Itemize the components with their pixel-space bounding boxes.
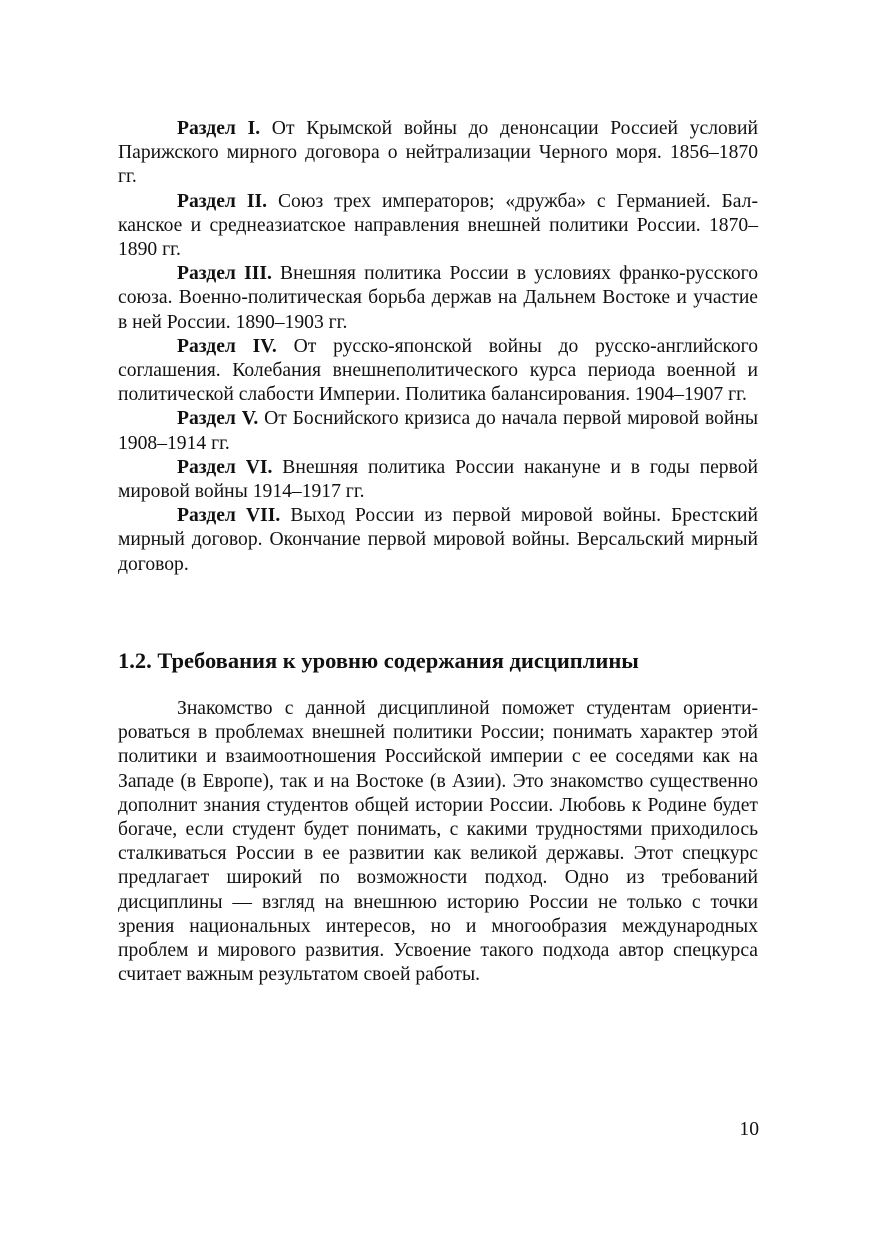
section-4-paragraph [118,335,758,408]
section-4-text: От русско-японской войны до русско-английского соглашения. Колебания внешнеполитического курса периода военной и политической слабости Империи. Политика балансирования. 1904–1907 гг. [118,335,758,406]
section-4-label: Раздел IV. [177,335,277,357]
section-6-paragraph [118,456,758,504]
section-7-text: Выход России из первой мировой войны. Брестский мирный договор. Окончание первой мировой войны. Версальский мирный договор. [118,505,759,575]
page-number: 10 [739,1119,759,1140]
section-2-label: Раздел II. [177,190,267,212]
section-heading: 1.2. Требования к уровню содержания дисциплины [118,648,639,673]
syllabus-section-list [118,117,758,577]
section-2-text: Союз трех императоров; «дружба» с Германией. Балканское и среднеазиатское направления внешней политики России. 1870–1890 гг. [118,190,758,261]
section-7-label: Раздел VII. [177,505,281,527]
section-3-label: Раздел III. [177,263,272,285]
section-1-paragraph [118,117,758,190]
section-2-paragraph [118,190,758,263]
section-3-paragraph [118,262,758,335]
section-3-text: Внешняя политика России в условиях франко-русского союза. Военно-политическая борьба держав на Дальнем Востоке и участие в ней России. 1890–1903 гг. [118,263,758,333]
section-6-label: Раздел VI. [177,456,273,478]
section-7-paragraph [118,504,758,577]
requirements-paragraph: Знакомство с данной дисциплиной поможет студентам ориентироваться в проблемах внешней политики России; понимать характер этой политики и взаимоотношения Российской империи с ее соседями как на Западе (в Европе), так и на Востоке (в Азии). Это знакомство существенно дополнит знания студентов общей истории России. Любовь к Родине будет богаче, если студент будет понимать, с какими трудностями приходилось сталкиваться России в ее развитии как великой державы. Этот спецкурс предлагает широкий по возможности подход. Одно из требований дисциплины — взгляд на внешнюю историю России не только с точки зрения национальных интересов, но и многообразия международных проблем и мирового развития. Усвоение такого подхода автор спецкурса считает важным результатом своей работы. [118,698,758,986]
section-5-paragraph [118,407,758,455]
section-1-label: Раздел I. [177,118,261,139]
section-5-label: Раздел V. [177,408,259,430]
section-6-text: Внешняя политика России накануне и в годы первой мировой войны 1914–1917 гг. [118,456,758,503]
requirements-body [118,697,758,987]
section-1-text: От Крымской войны до денонсации Россией условий Парижского мирного договора о нейтрализации Черного моря. 1856–1870 гг. [118,118,758,188]
section-5-text: От Боснийского кризиса до начала первой мировой войны 1908–1914 гг. [118,408,758,454]
